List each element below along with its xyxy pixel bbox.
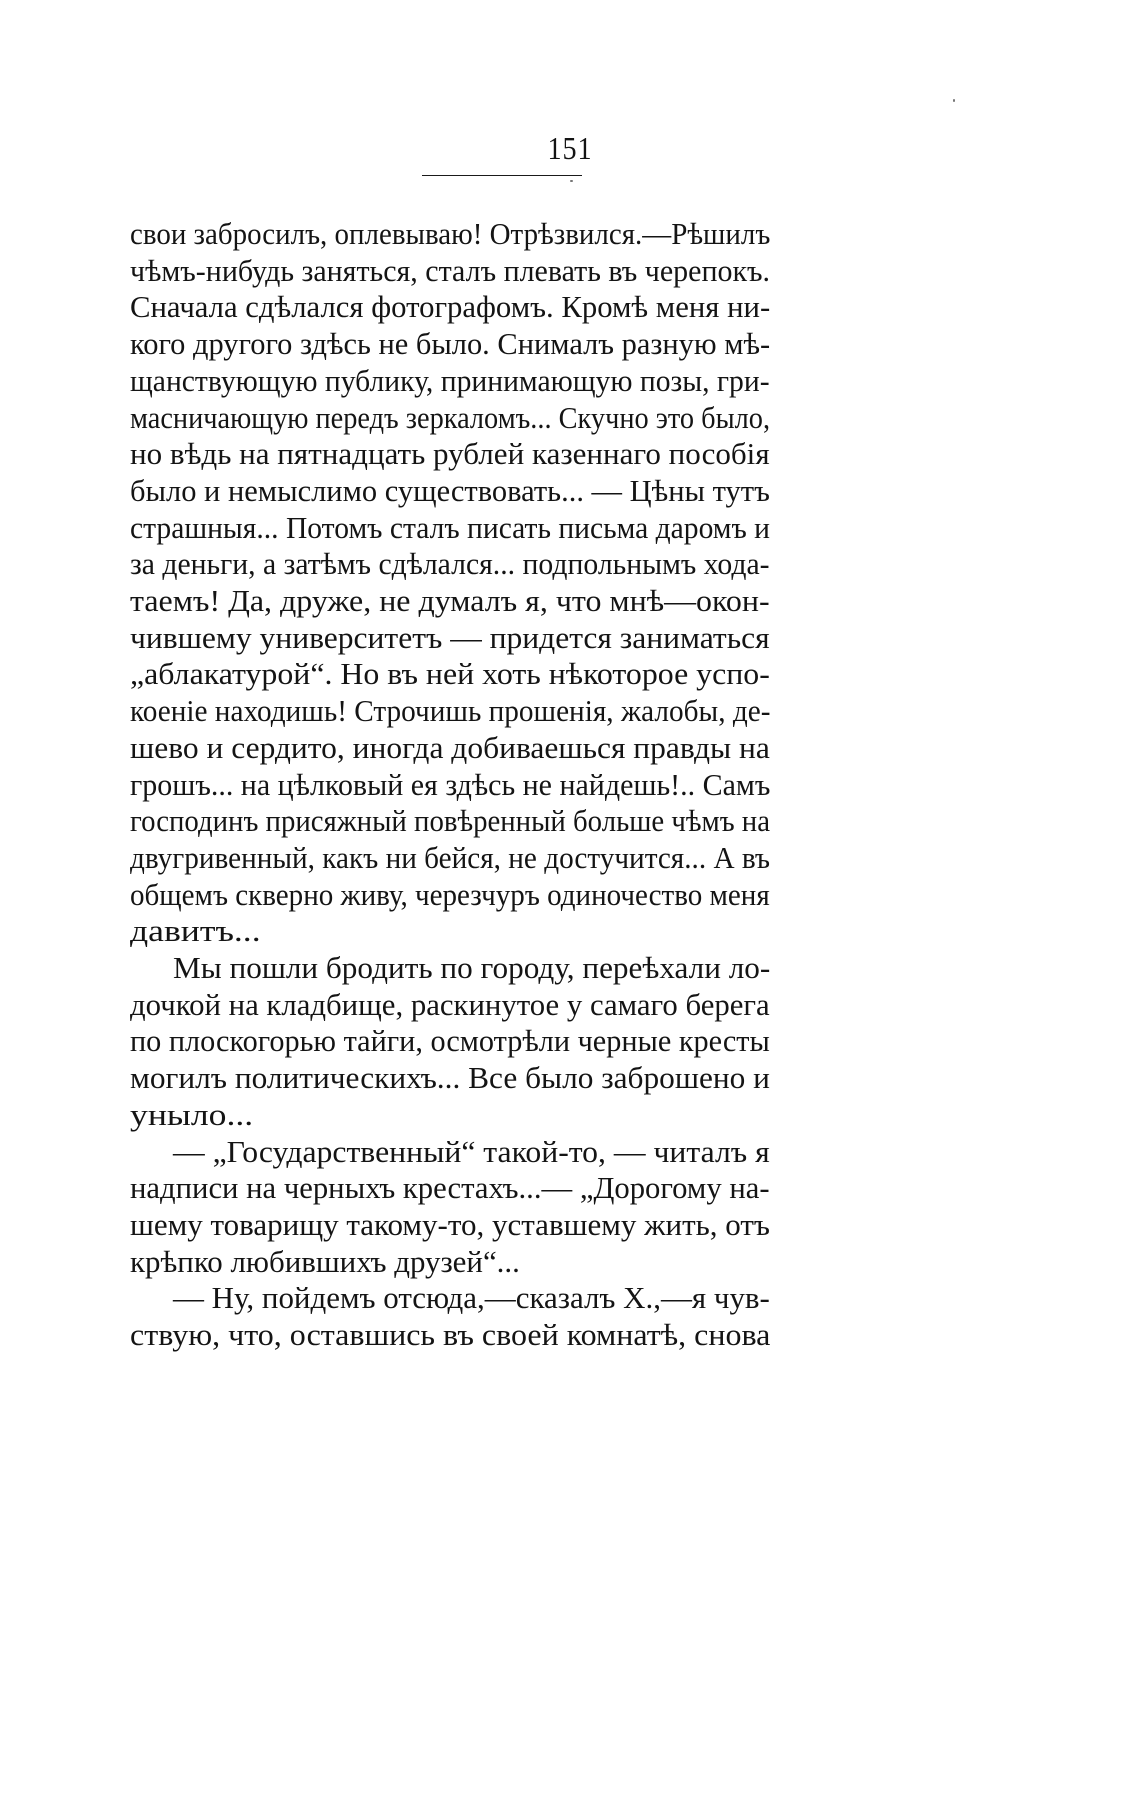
text-line: уныло... (130, 1096, 254, 1132)
text-line: за деньги, а затѣмъ сдѣлался... подпольнымъ хода- (130, 546, 770, 582)
text-line: коеніе находишь! Строчишь прошенія, жалобы, де- (130, 693, 771, 729)
text-line: крѣпко любившихъ друзей“... (130, 1243, 520, 1279)
text-line: надписи на черныхъ крестахъ...— „Дорогому на- (130, 1170, 770, 1206)
text-line: чѣмъ-нибудь заняться, сталъ плевать въ черепокъ. (130, 252, 771, 288)
text-line: Сначала сдѣлался фотографомъ. Кромѣ меня ни- (130, 289, 771, 325)
text-line: масничающую передъ зеркаломъ... Скучно это было, (130, 399, 771, 435)
text-line: кого другого здѣсь не было. Снималъ разную мѣ- (130, 326, 771, 362)
header-rule (422, 175, 582, 176)
text-line: шему товарищу такому-то, уставшему жить, отъ (130, 1206, 770, 1242)
text-line: шево и сердито, иногда добиваешься правды на (130, 729, 770, 765)
text-line: могилъ политическихъ... Все было заброшено и (130, 1060, 770, 1096)
page-number: 151 (547, 130, 593, 166)
text-line: общемъ скверно живу, черезчуръ одиночество меня (130, 876, 770, 912)
scan-speck (570, 180, 573, 182)
text-line: щанствующую публику, принимающую позы, гри- (130, 362, 770, 398)
text-line: двугривенный, какъ ни бейся, не достучится... А въ (130, 839, 771, 875)
text-line: страшныя... Потомъ сталъ писать письма даромъ и (130, 509, 771, 545)
text-line: было и немыслимо существовать... — Цѣны тутъ (130, 472, 770, 508)
text-line: — „Государственный“ такой-то, — читалъ я (173, 1133, 770, 1169)
text-line: свои забросилъ, оплевываю! Отрѣзвился.—Рѣшилъ (130, 216, 771, 251)
text-line: „аблакатурой“. Но въ ней хоть нѣкоторое успо- (130, 656, 770, 692)
scan-speck (953, 99, 955, 102)
text-line: давитъ... (130, 913, 261, 949)
text-line: но вѣдь на пятнадцать рублей казеннаго пособія (130, 436, 770, 472)
text-line: — Ну, пойдемъ отсюда,—сказалъ X.,—я чув- (173, 1280, 770, 1316)
text-line: дочкой на кладбище, раскинутое у самаго берега (130, 986, 770, 1022)
text-line: грошъ... на цѣлковый ея здѣсь не найдешь!.. Самъ (130, 766, 771, 802)
text-line: чившему университетъ — придется заниматься (130, 619, 770, 655)
text-line: ствую, что, оставшись въ своей комнатѣ, снова (130, 1317, 771, 1352)
text-line: господинъ присяжный повѣренный больше чѣмъ на (130, 803, 770, 839)
text-line: Мы пошли бродить по городу, переѣхали ло- (173, 950, 771, 985)
text-line: таемъ! Да, друже, не думалъ я, что мнѣ—окон- (130, 583, 770, 618)
text-line: по плоскогорью тайги, осмотрѣли черные кресты (130, 1023, 770, 1059)
